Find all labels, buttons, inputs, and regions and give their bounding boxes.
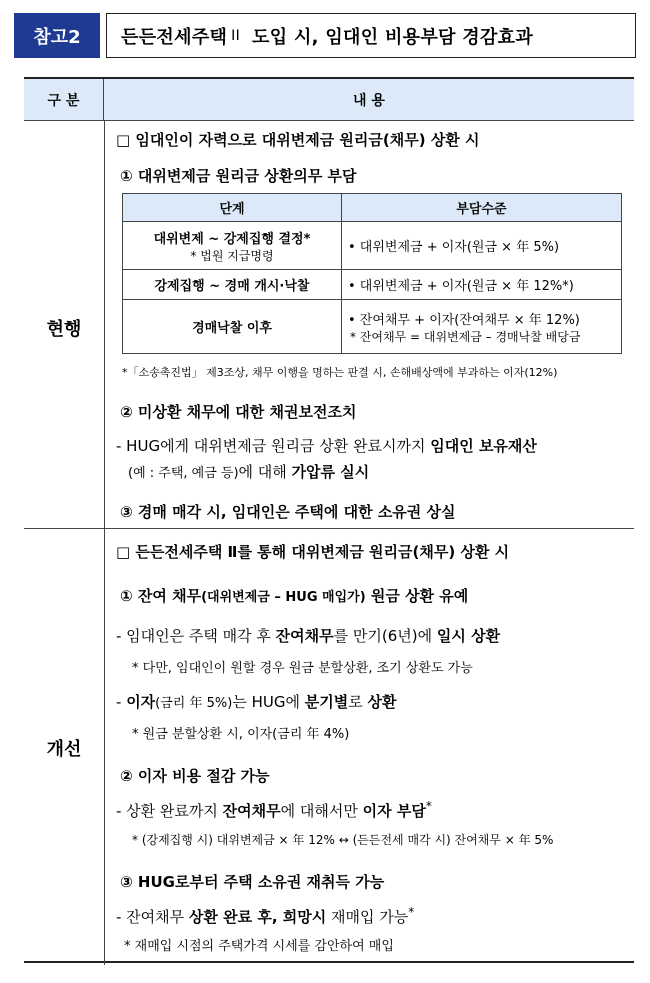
text-span: - 잔여채무 [116, 908, 189, 926]
text-span: 이자 [126, 693, 156, 711]
stage-note: * 법원 지급명령 [190, 248, 274, 263]
stage-cell [123, 222, 342, 270]
comparison-table [24, 77, 634, 963]
text-span: - HUG에게 대위변제금 원리금 상환 완료시까지 [116, 437, 431, 455]
title-post: 도입 시, 임대인 비용부담 경감효과 [252, 26, 534, 48]
title-pre: 든든전세주택 [121, 26, 228, 48]
table-header [24, 79, 634, 121]
stage-cell: 경매낙찰 이후 [123, 300, 342, 354]
level-label: • 잔여채무 + 이자(잔여채무 × 年 12%) [348, 312, 580, 328]
table-row [123, 300, 622, 354]
col-content-header: 내 용 [353, 92, 385, 109]
row-divider [24, 528, 634, 529]
improved-item-1-line-b [116, 691, 628, 712]
row-label-improved: 개선 [46, 739, 82, 760]
stage-cell: 강제집행 ~ 경매 개시·낙찰 [123, 270, 342, 300]
improved-item-1 [120, 585, 628, 606]
reference-badge: 참고2 [14, 13, 100, 58]
current-item-1: ① 대위변제금 원리금 상환의무 부담 [120, 167, 357, 185]
text-span: - 상환 완료까지 [116, 802, 223, 820]
improved-item-2: ② 이자 비용 절감 가능 [120, 767, 270, 785]
improved-note-b: * 원금 분할상환 시, 이자(금리 年 4%) [132, 727, 350, 742]
text-span: - 임대인은 주택 매각 후 [116, 627, 276, 645]
improved-heading: □ 든든전세주택 Ⅱ를 통해 대위변제금 원리금(채무) 상환 시 [116, 543, 510, 561]
text-span: 원금 상환 유예 [365, 587, 469, 605]
level-cell: • 대위변제금 + 이자(원금 × 年 12%*) [342, 270, 622, 300]
text-span: * [425, 799, 432, 813]
text-span: 상환 완료 후, 희망시 [188, 908, 327, 926]
burden-col-stage: 단계 [123, 194, 342, 222]
text-span: 잔여채무 [275, 627, 334, 645]
row-label-current: 현행 [46, 319, 82, 340]
text-span: 로 [348, 693, 368, 711]
text-span: 이자 부담 [362, 802, 426, 820]
improved-note-a: * 다만, 임대인이 원할 경우 원금 분할상환, 조기 상환도 가능 [132, 661, 473, 676]
text-span: (예 : 주택, 예금 등) [128, 466, 239, 481]
text-span: (대위변제금 – HUG 매입가) [201, 590, 366, 605]
col-category-header: 구 분 [24, 79, 104, 120]
title-roman: II [231, 27, 240, 44]
page-title [106, 13, 636, 58]
text-span: 가압류 실시 [291, 463, 370, 481]
column-divider [104, 121, 105, 965]
text-span: 에 대해 [238, 463, 292, 481]
text-span: (금리 年 5%) [155, 696, 233, 711]
text-span: 상환 [367, 693, 397, 711]
table-row [123, 270, 622, 300]
current-item-2: ② 미상환 채무에 대한 채권보전조치 [120, 403, 357, 421]
level-cell: • 대위변제금 + 이자(원금 × 年 5%) [342, 222, 622, 270]
current-footnote: *「소송촉진법」 제3조상, 채무 이행을 명하는 판결 시, 손해배상액에 부과하는 이자(12%) [122, 366, 558, 379]
text-span: 에 대해서만 [280, 802, 363, 820]
improved-item-3-line [116, 905, 628, 927]
table-row [123, 222, 622, 270]
current-item-2-line-b [128, 461, 628, 482]
current-heading: □ 임대인이 자력으로 대위변제금 원리금(채무) 상환 시 [116, 131, 480, 149]
text-span: 잔여채무 [222, 802, 281, 820]
improved-note-c: * (강제집행 시) 대위변제금 × 年 12% ↔ (든든전세 매각 시) 잔여채무 × 年 5% [132, 833, 554, 847]
current-item-2-line-a [116, 435, 628, 456]
level-cell [342, 300, 622, 354]
text-span: 분기별 [304, 693, 349, 711]
text-span: ① 잔여 채무 [120, 587, 202, 605]
level-note: * 잔여채무 = 대위변제금 – 경매낙찰 배당금 [350, 329, 581, 344]
improved-item-1-line-a [116, 625, 628, 646]
burden-table [122, 193, 622, 354]
text-span: 는 HUG에 [232, 693, 305, 711]
current-item-3: ③ 경매 매각 시, 임대인은 주택에 대한 소유권 상실 [120, 503, 456, 521]
burden-col-level: 부담수준 [342, 194, 622, 222]
stage-label: 대위변제 ~ 강제집행 결정* [153, 231, 311, 247]
text-span: 임대인 보유재산 [430, 437, 537, 455]
text-span: - [116, 693, 127, 711]
text-span: * [408, 905, 415, 919]
improved-note-d: * 재매입 시점의 주택가격 시세를 감안하여 매입 [124, 939, 394, 954]
text-span: 재매입 가능 [326, 908, 409, 926]
improved-item-3: ③ HUG로부터 주택 소유권 재취득 가능 [120, 873, 385, 891]
text-span: 를 만기(6년)에 [333, 627, 437, 645]
document-header [14, 13, 636, 58]
improved-item-2-line [116, 799, 628, 821]
text-span: 일시 상환 [436, 627, 501, 645]
